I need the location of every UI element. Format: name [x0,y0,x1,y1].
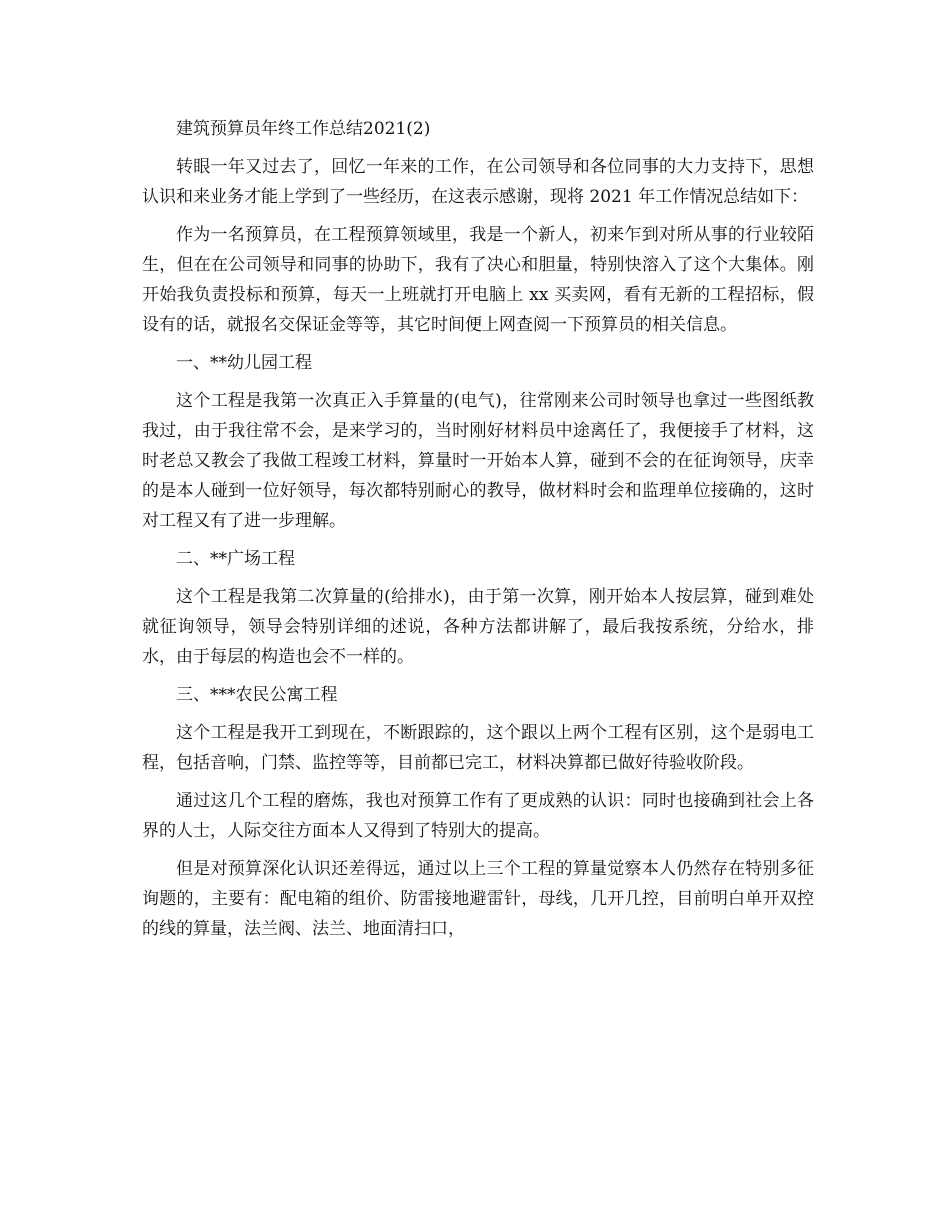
paragraph-role: 作为一名预算员，在工程预算领域里，我是一个新人，初来乍到对所从事的行业较陌生，但在在公司领导和同事的协助下，我有了决心和胆量，特别快溶入了这个大集体。刚开始我负责投标和预算，每天一上班就打开电脑上 xx 买卖网，看有无新的工程招标，假设有的话，就报名交保证金等等，其它时间便上网查阅一下预算员的相关信息。 [142,225,814,335]
paragraph-project-1: 这个工程是我第一次真正入手算量的(电气)，往常刚来公司时领导也拿过一些图纸教我过，由于我往常不会，是来学习的，当时刚好材料员中途离任了，我便接手了材料，这时老总又教会了我做工程竣工材料，算量时一开始本人算，碰到不会的在征询领导，庆幸的是本人碰到一位好领导，每次都特别耐心的教导，做材料时会和监理单位接确的，这时对工程又有了进一步理解。 [142,391,814,531]
section-heading-2: 二、**广场工程 [176,549,295,569]
section-heading-3: 三、***农民公寓工程 [176,685,338,705]
document-title: 建筑预算员年终工作总结2021(2) [176,119,431,139]
paragraph-intro: 转眼一年又过去了，回忆一年来的工作，在公司领导和各位同事的大力支持下，思想认识和来业务才能上学到了一些经历，在这表示感谢，现将 2021 年工作情况总结如下： [142,157,814,207]
paragraph-reflection: 通过这几个工程的磨炼，我也对预算工作有了更成熟的认识：同时也接确到社会上各界的人士，人际交往方面本人又得到了特别大的提高。 [142,791,814,841]
section-heading-1: 一、**幼儿园工程 [176,353,312,373]
paragraph-project-2: 这个工程是我第二次算量的(给排水)，由于第一次算，刚开始本人按层算，碰到难处就征询领导，领导会特别详细的述说，各种方法都讲解了，最后我按系统，分给水，排水，由于每层的构造也会不一样的。 [142,587,814,667]
paragraph-issues: 但是对预算深化认识还差得远，通过以上三个工程的算量觉察本人仍然存在特别多征询题的，主要有：配电箱的组价、防雷接地避雷针，母线，几开几控，目前明白单开双控的线的算量，法兰阀、法兰、地面清扫口， [142,859,814,939]
document-body [142,114,814,952]
paragraph-project-3: 这个工程是我开工到现在，不断跟踪的，这个跟以上两个工程有区别，这个是弱电工程，包括音响，门禁、监控等等，目前都已完工，材料决算都已做好待验收阶段。 [142,723,814,773]
